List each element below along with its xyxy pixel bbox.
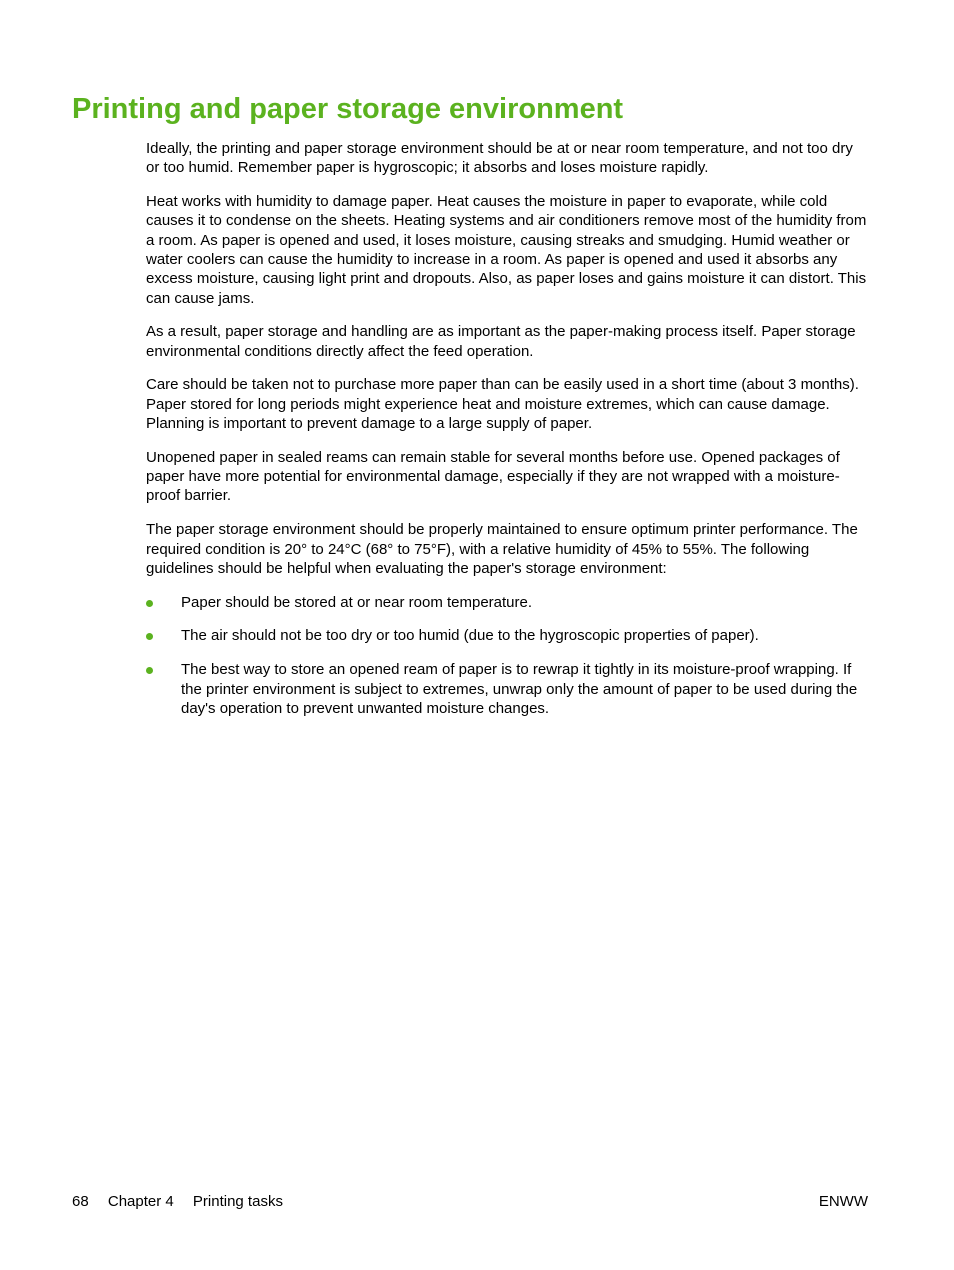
list-item-text: The air should not be too dry or too humid (due to the hygroscopic properties of paper). xyxy=(181,627,759,645)
page-title: Printing and paper storage environment xyxy=(72,93,624,125)
paragraph-required-conditions: The paper storage environment should be properly maintained to ensure optimum printer performance. The required condition is 20° to 24°C (68° to 75°F), with a relative humidity of 45% to 55%. The following guidelines should be helpful when evaluating the paper's storage environment: xyxy=(146,521,858,577)
page-number: 68 xyxy=(72,1193,89,1210)
body-content xyxy=(146,139,868,733)
list-item xyxy=(146,660,868,718)
paragraph-heat-humidity: Heat works with humidity to damage paper. Heat causes the moisture in paper to evaporate, while cold causes it to condense on the sheets. Heating systems and air conditioners remove most of the humidity from a room. As paper is opened and used, it loses moisture, causing streaks and smudging. Humid weather or water coolers can cause the humidity to increase in a room. As paper is opened and used it absorbs any excess moisture, causing light print and dropouts. Also, as paper loses and gains moisture it can distort. This can cause jams. xyxy=(146,193,867,307)
bullet-icon xyxy=(146,600,153,607)
list-item-text: The best way to store an opened ream of paper is to rewrap it tightly in its moisture-proof wrapping. If the printer environment is subject to extremes, unwrap only the amount of paper to be used during the day's operation to prevent unwanted moisture changes. xyxy=(181,661,858,717)
bullet-icon xyxy=(146,633,153,640)
section-label: Printing tasks xyxy=(192,1193,283,1210)
paragraph-storage-handling: As a result, paper storage and handling are as important as the paper-making process itself. Paper storage environmental conditions directly affect the feed operation. xyxy=(146,323,856,360)
edition-label: ENWW xyxy=(818,1193,868,1210)
list-item xyxy=(146,593,868,612)
list-item xyxy=(146,626,868,645)
paragraph-room-temperature: Ideally, the printing and paper storage environment should be at or near room temperature, and not too dry or too humid. Remember paper is hygroscopic; it absorbs and loses moisture rapidly. xyxy=(146,140,853,177)
paragraph-sealed-reams: Unopened paper in sealed reams can remain stable for several months before use. Opened packages of paper have more potential for environmental damage, especially if they are not wrapped with a moisture-proof barrier. xyxy=(146,448,840,505)
bullet-icon xyxy=(146,667,153,674)
footer-left xyxy=(72,1192,298,1212)
list-item-text: Paper should be stored at or near room temperature. xyxy=(181,593,533,611)
chapter-label: Chapter 4 xyxy=(107,1193,174,1210)
guidelines-list xyxy=(146,593,868,718)
paragraph-purchase-quantity: Care should be taken not to purchase more paper than can be easily used in a short time (about 3 months). Paper stored for long periods might experience heat and moisture extremes, which can cause damage. Planning is important to prevent damage to a large supply of paper. xyxy=(146,376,859,433)
